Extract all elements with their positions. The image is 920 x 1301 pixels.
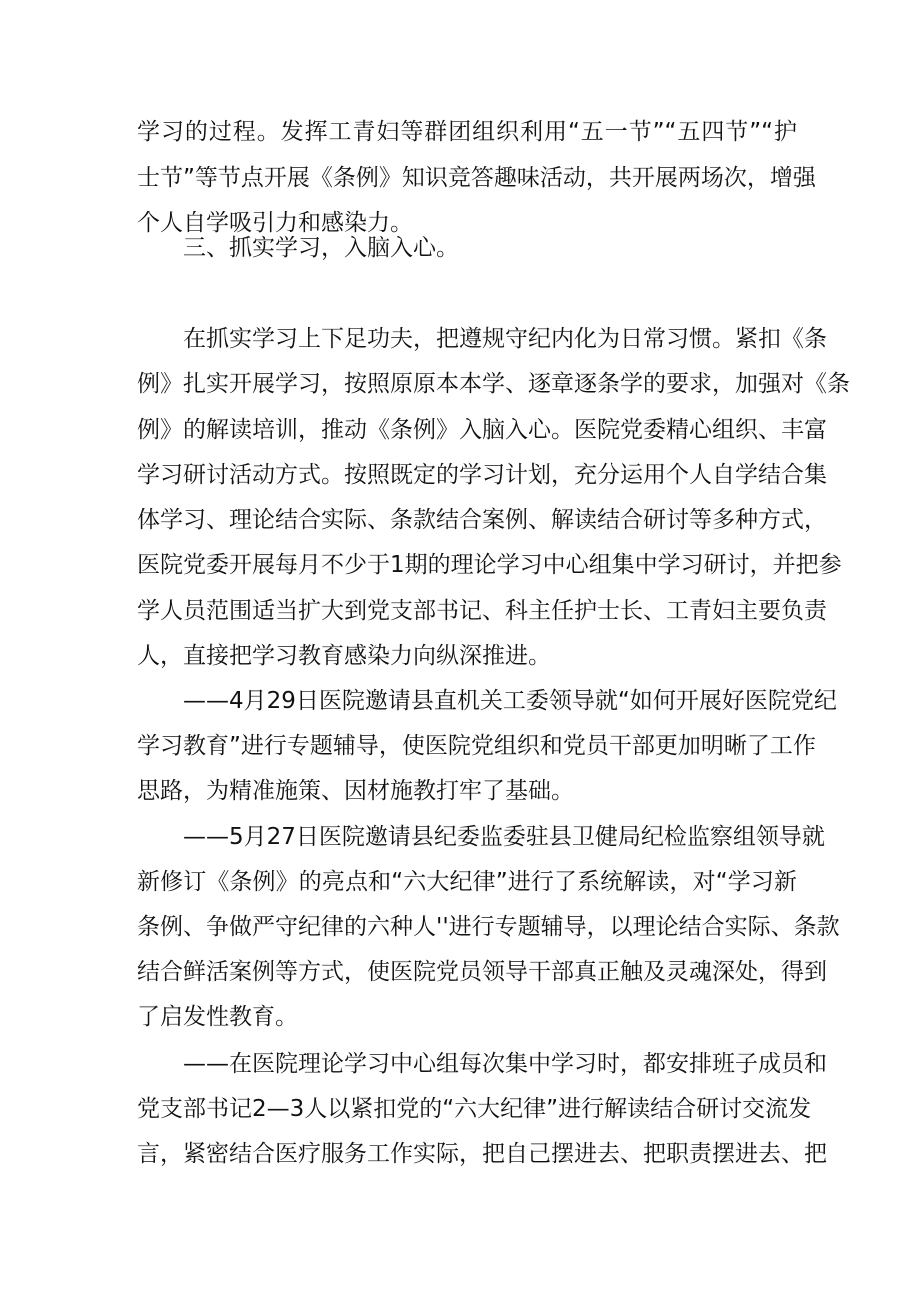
text-line: ——在医院理论学习中心组每次集中学习时，都安排班子成员和	[183, 1051, 827, 1077]
text-line: 党支部书记2—3人以紧扣党的“六大纪律”进行解读结合研讨交流发	[137, 1096, 812, 1122]
text-line: 人，直接把学习教育感染力向纵深推进。	[137, 643, 551, 669]
text-line: 学习的过程。发挥工青妇等群团组织利用“五一节”“五四节”“护	[137, 119, 797, 145]
text-line: 学人员范围适当扩大到党支部书记、科主任护士长、工青妇主要负责	[137, 598, 827, 624]
text-line: 思路，为精准施策、因材施教打牢了基础。	[137, 778, 574, 804]
text-line: 体学习、理论结合实际、条款结合案例、解读结合研讨等多种方式，	[137, 507, 827, 533]
text-line: 了启发性教育。	[137, 1004, 298, 1030]
text-line: 医院党委开展每月不少于1期的理论学习中心组集中学习研讨，并把参	[137, 552, 842, 578]
text-line: 学习教育”进行专题辅导，使医院党组织和党员干部更加明晰了工作	[137, 733, 816, 759]
text-line: 结合鲜活案例等方式，使医院党员领导干部真正触及灵魂深处，得到	[137, 959, 827, 985]
text-line: 条例、争做严守纪律的六种人''进行专题辅导，以理论结合实际、条款	[137, 914, 840, 940]
text-line: 例》的解读培训，推动《条例》入脑入心。医院党委精心组织、丰富	[137, 417, 827, 443]
text-line: 士节”等节点开展《条例》知识竞答趣味活动，共开展两场次，增强	[137, 165, 816, 191]
text-line: 新修订《条例》的亮点和“六大纪律”进行了系统解读，对“学习新	[137, 869, 797, 895]
text-line: 个人自学吸引力和感染力。	[137, 210, 413, 236]
text-line: ——4月29日医院邀请县直机关工委领导就“如何开展好医院党纪	[183, 688, 837, 714]
text-line: 言，紧密结合医疗服务工作实际，把自己摆进去、把职责摆进去、把	[137, 1141, 827, 1167]
text-line: ——5月27日医院邀请县纪委监委驻县卫健局纪检监察组领导就	[183, 824, 825, 850]
text-line: 例》扎实开展学习，按照原原本本学、逐章逐条学的要求，加强对《条	[137, 371, 850, 397]
text-line: 学习研讨活动方式。按照既定的学习计划，充分运用个人自学结合集	[137, 462, 827, 488]
section-heading: 三、抓实学习，入脑入心。	[183, 235, 459, 261]
text-line: 在抓实学习上下足功夫，把遵规守纪内化为日常习惯。紧扣《条	[183, 326, 827, 352]
